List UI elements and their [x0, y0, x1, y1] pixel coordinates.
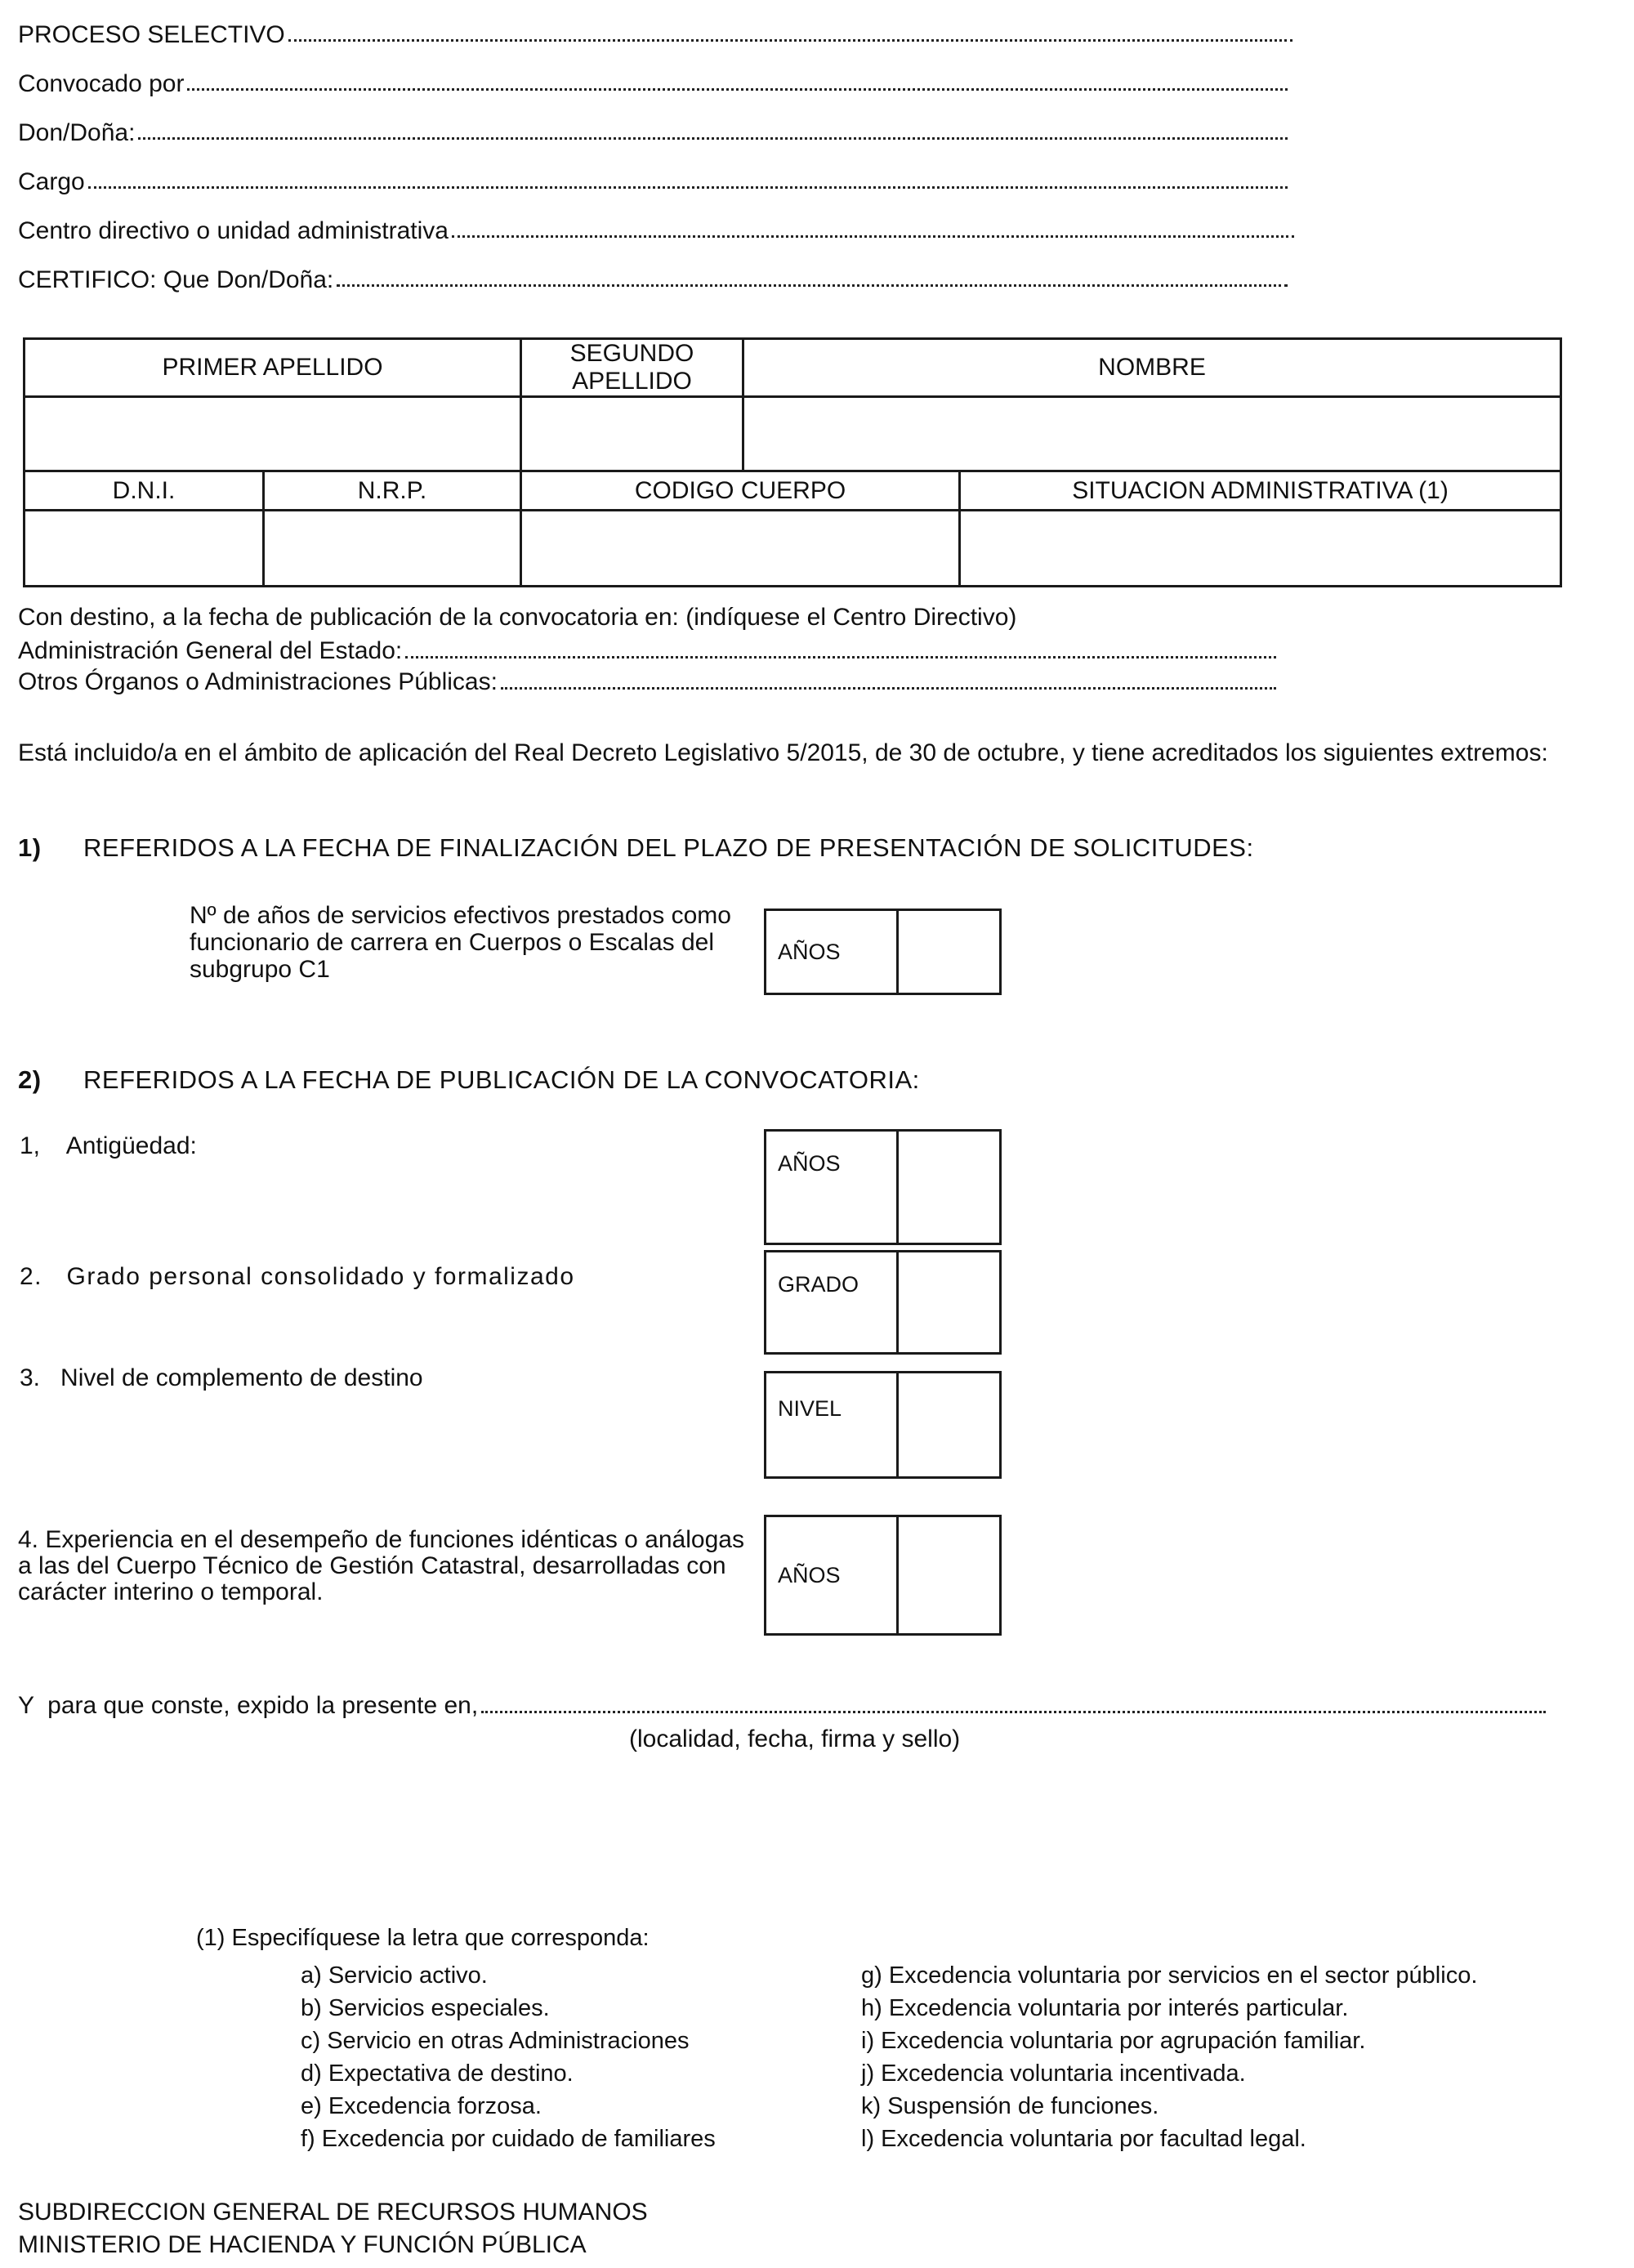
field-label: Convocado por	[18, 70, 185, 97]
section1-title: REFERIDOS A LA FECHA DE FINALIZACIÓN DEL PLAZO DE PRESENTACIÓN DE SOLICITUDES:	[83, 833, 1254, 862]
input-primer-apellido[interactable]	[25, 397, 521, 471]
field-centro-directivo[interactable]	[18, 211, 1294, 245]
list-item: h) Excedencia voluntaria por interés particular.	[861, 1995, 1349, 2021]
section1-heading	[18, 833, 1254, 863]
list-item: d) Expectativa de destino.	[301, 2060, 574, 2087]
box-input[interactable]	[899, 1132, 999, 1243]
issuer-block	[18, 2196, 648, 2261]
box-antiguedad[interactable]	[764, 1129, 1002, 1245]
footnote-right-list	[861, 1959, 1477, 2155]
field-label: Don/Doña:	[18, 119, 136, 146]
section2-number: 2)	[18, 1065, 42, 1094]
header-situacion-administrativa: SITUACION ADMINISTRATIVA (1)	[960, 471, 1561, 511]
box-section1-anos[interactable]	[764, 909, 1002, 995]
header-nrp: N.R.P.	[264, 471, 521, 511]
input-nombre[interactable]	[743, 397, 1561, 471]
list-item: a) Servicio activo.	[301, 1962, 488, 1989]
box-nivel[interactable]	[764, 1371, 1002, 1479]
box-label: GRADO	[766, 1252, 899, 1352]
issuer-subdireccion: SUBDIRECCION GENERAL DE RECURSOS HUMANOS	[18, 2199, 648, 2226]
list-item: i) Excedencia voluntaria por agrupación familiar.	[861, 2028, 1366, 2054]
box-label: NIVEL	[766, 1373, 899, 1476]
input-nrp[interactable]	[264, 511, 521, 587]
destino-intro: Con destino, a la fecha de publicación de la convocatoria en: (indíquese el Centro Directivo)	[18, 604, 1017, 631]
input-situacion-administrativa[interactable]	[960, 511, 1561, 587]
input-segundo-apellido[interactable]	[521, 397, 743, 471]
list-item: e) Excedencia forzosa.	[301, 2093, 542, 2119]
footnote-left-list	[301, 1959, 716, 2155]
box-label: AÑOS	[766, 1517, 899, 1633]
list-item: b) Servicios especiales.	[301, 1995, 550, 2021]
header-segundo-apellido: SEGUNDO APELLIDO	[521, 339, 743, 397]
box-label: AÑOS	[766, 911, 899, 993]
list-item: g) Excedencia voluntaria por servicios en el sector público.	[861, 1962, 1478, 1989]
section1-number: 1)	[18, 833, 42, 862]
field-proceso-selectivo[interactable]	[18, 15, 1292, 49]
field-otros-organos[interactable]	[18, 667, 1276, 696]
box-grado[interactable]	[764, 1250, 1002, 1355]
section2-item-antiguedad: 1, Antigüedad:	[20, 1132, 197, 1159]
header-primer-apellido: PRIMER APELLIDO	[25, 339, 521, 397]
field-label: Y para que conste, expido la presente en,	[18, 1692, 479, 1719]
section2-heading	[18, 1065, 920, 1095]
field-label: Otros Órganos o Administraciones Públicas:	[18, 668, 498, 695]
section2-item-nivel: 3. Nivel de complemento de destino	[20, 1364, 423, 1391]
section1-item-text: Nº de años de servicios efectivos prestados como funcionario de carrera en Cuerpos o Escalas del subgrupo C1	[190, 902, 731, 983]
list-item: k) Suspensión de funciones.	[861, 2093, 1159, 2119]
section2-title: REFERIDOS A LA FECHA DE PUBLICACIÓN DE LA CONVOCATORIA:	[83, 1065, 920, 1094]
box-input[interactable]	[899, 1517, 999, 1633]
section2-item-experiencia: 4. Experiencia en el desempeño de funciones idénticas o análogas a las del Cuerpo Técnico de Gestión Catastral, desarrolladas con carácter interino o temporal.	[18, 1526, 744, 1605]
field-don-dona[interactable]	[18, 113, 1288, 147]
list-item: f) Excedencia por cuidado de familiares	[301, 2126, 716, 2152]
field-label: Centro directivo o unidad administrativa	[18, 217, 449, 244]
field-certifico[interactable]	[18, 260, 1288, 294]
ambito-text: Está incluido/a en el ámbito de aplicación del Real Decreto Legislativo 5/2015, de 30 de octubre, y tiene acreditados los siguientes extremos:	[18, 739, 1548, 766]
field-label: Administración General del Estado:	[18, 637, 403, 664]
issuer-ministerio: MINISTERIO DE HACIENDA Y FUNCIÓN PÚBLICA	[18, 2231, 587, 2258]
box-label: AÑOS	[766, 1132, 899, 1243]
list-item: l) Excedencia voluntaria por facultad legal.	[861, 2126, 1306, 2152]
header-nombre: NOMBRE	[743, 339, 1561, 397]
header-codigo-cuerpo: CODIGO CUERPO	[521, 471, 960, 511]
footnote-title: (1) Especifíquese la letra que corresponda:	[196, 1925, 650, 1951]
section2-item-grado: 2. Grado personal consolidado y formalizado	[20, 1263, 575, 1290]
box-input[interactable]	[899, 1373, 999, 1476]
field-label: CERTIFICO: Que Don/Doña:	[18, 266, 334, 293]
field-age[interactable]	[18, 636, 1276, 665]
field-convocado-por[interactable]	[18, 64, 1288, 98]
field-label: PROCESO SELECTIVO	[18, 21, 285, 48]
field-label: Cargo	[18, 168, 85, 195]
input-dni[interactable]	[25, 511, 264, 587]
list-item: j) Excedencia voluntaria incentivada.	[861, 2060, 1246, 2087]
input-codigo-cuerpo[interactable]	[521, 511, 960, 587]
box-experiencia[interactable]	[764, 1515, 1002, 1636]
box-input[interactable]	[899, 911, 999, 993]
list-item: c) Servicio en otras Administraciones	[301, 2028, 690, 2054]
closing-caption: (localidad, fecha, firma y sello)	[629, 1726, 961, 1752]
header-dni: D.N.I.	[25, 471, 264, 511]
box-input[interactable]	[899, 1252, 999, 1352]
person-table	[23, 337, 1562, 587]
field-expido[interactable]	[18, 1690, 1546, 1720]
field-cargo[interactable]	[18, 162, 1288, 196]
